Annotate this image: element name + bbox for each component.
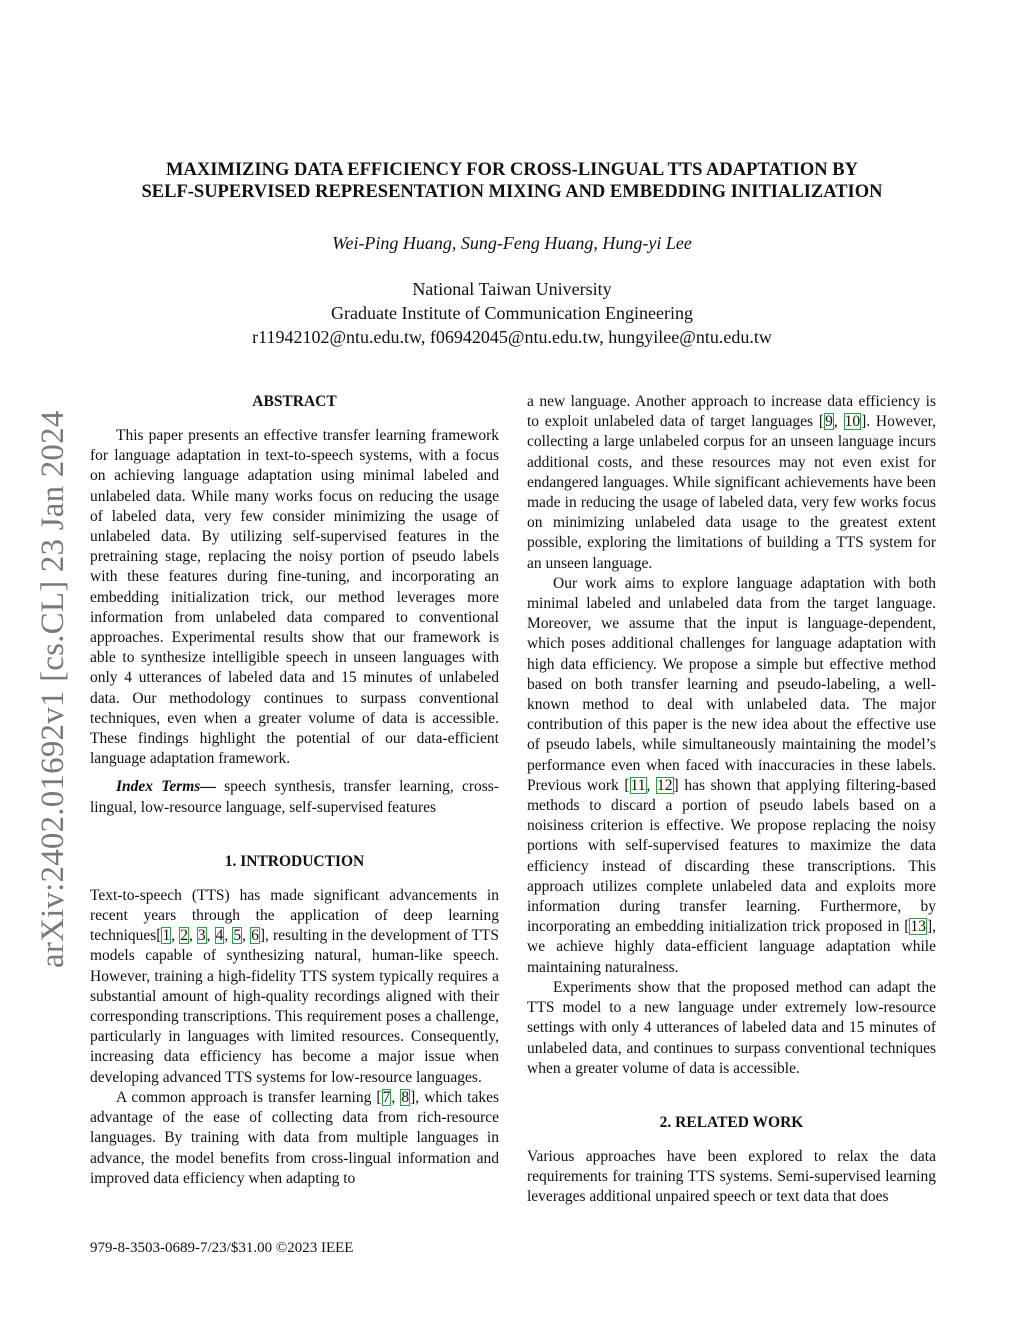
index-terms bbox=[90, 777, 499, 817]
intro-paragraph-2: A common approach is transfer learning [7, 8], which takes advantage of the ease of collecting data from rich-resource languages. By training with data from multiple languages in advance, the model benefits from cross-lingual information and improved data efficiency when adapting to bbox=[90, 1088, 500, 1187]
institute: Graduate Institute of Communication Engineering bbox=[331, 303, 693, 323]
author-list: Wei-Ping Huang, Sung-Feng Huang, Hung-yi Lee bbox=[332, 233, 692, 253]
emails: r11942102@ntu.edu.tw, f06942045@ntu.edu.tw, hungyilee@ntu.edu.tw bbox=[252, 327, 772, 347]
citation-link[interactable]: 10 bbox=[844, 413, 861, 431]
right-column bbox=[527, 392, 936, 1208]
title-line-1: MAXIMIZING DATA EFFICIENCY FOR CROSS-LINGUAL TTS ADAPTATION BY bbox=[166, 160, 858, 180]
left-column bbox=[90, 392, 499, 1189]
title-line-2: SELF-SUPERVISED REPRESENTATION MIXING AND EMBEDDING INITIALIZATION bbox=[141, 182, 883, 202]
citation-link[interactable]: 6 bbox=[251, 927, 259, 945]
index-terms-text: speech synthesis, transfer learning, cross-lingual, low-resource language, self-supervised features bbox=[90, 778, 499, 816]
university: National Taiwan University bbox=[412, 279, 612, 299]
citation-link[interactable]: 1 bbox=[162, 927, 171, 945]
related-paragraph-1: Various approaches have been explored to relax the data requirements for training TTS systems. Semi-supervised learning leverages additional unpaired speech or text data that does bbox=[527, 1147, 936, 1206]
related-work-heading: 2. RELATED WORK bbox=[659, 1113, 804, 1131]
arxiv-identifier bbox=[31, 360, 71, 970]
citation-link[interactable]: 5 bbox=[233, 927, 242, 945]
affiliation bbox=[90, 277, 934, 349]
citation-link[interactable]: 3 bbox=[197, 927, 206, 945]
intro-paragraph-1: Text-to-speech (TTS) has made significant advancements in recent years through the application of deep learning techniques[1, 2, 3, 4, 5, 6], resulting in the development of TTS models capable of synthesizing natural, human-like speech. However, training a high-fidelity TTS system typically requires a substantial amount of high-quality recordings aligned with their corresponding transcriptions. This requirement poses a challenge, particularly in languages with limited resources. Consequently, increasing data efficiency has become a major issue when developing advanced TTS systems for low-resource languages. bbox=[90, 886, 500, 1086]
citation-link[interactable]: 11 bbox=[630, 776, 646, 794]
citation-link[interactable]: 4 bbox=[215, 927, 224, 945]
paper-title bbox=[90, 159, 934, 203]
copyright-footer: 979-8-3503-0689-7/23/$31.00 ©2023 IEEE bbox=[90, 1240, 354, 1256]
intro-paragraph-5: Experiments show that the proposed method can adapt the TTS model to a new language under extremely low-resource settings with only 4 utterances of labeled data and 15 minutes of unlabeled data, and continues to surpass conventional techniques when a greater volume of data is accessible. bbox=[527, 978, 936, 1077]
citation-link[interactable]: 7 bbox=[382, 1088, 391, 1106]
intro-paragraph-4: Our work aims to explore language adaptation with both minimal labeled and unlabeled data from the target language. Moreover, we assume that the input is language-dependent, which poses additional challenges for language adaptation with high data efficiency. We propose a simple but effective method based on both transfer learning and pseudo-labeling, a well-known method to deal with unlabeled data. The major contribution of this paper is the new idea about the effective use of pseudo labels, while simultaneously maintaining the model’s performance even when faced with inaccuracies in these labels. Previous work [11, 12] has shown that applying filtering-based methods to discard a portion of pseudo labels based on a noisiness criterion is effective. We propose replacing the noisy portions with self-supervised features to maximize the data efficiency instead of discarding these transcriptions. This approach utilizes complete unlabeled data and exploits more information during transfer learning. Furthermore, by incorporating an embedding initialization trick proposed in [13], we achieve highly data-efficient language adaptation while maintaining naturalness. bbox=[527, 574, 936, 976]
index-terms-label: Index Terms— bbox=[116, 778, 216, 796]
citation-link[interactable]: 9 bbox=[825, 413, 833, 431]
abstract-text: This paper presents an effective transfer learning framework for language adaptation in text-to-speech systems, with a focus on achieving language adaptation using minimal labeled and unlabeled data. While many works focus on reducing the usage of labeled data, very few consider minimizing the usage of unlabeled data. By utilizing self-supervised features in the pretraining stage, replacing the noisy portion of pseudo labels with these features during fine-tuning, and incorporating an embedding initialization trick, our method leverages more information from unlabeled data compared to conventional approaches. Experimental results show that our framework is able to synthesize intelligible speech in unseen languages with only 4 utterances of labeled data and 15 minutes of unlabeled data. Our methodology continues to surpass conventional techniques, even when a greater volume of data is accessible. These findings highlight the potential of our data-efficient language adaptation framework. bbox=[90, 427, 499, 768]
citation-link[interactable]: 2 bbox=[180, 927, 188, 945]
intro-paragraph-3: a new language. Another approach to increase data efficiency is to exploit unlabeled data of target languages [9, 10]. However, collecting a large unlabeled corpus for an unseen language incurs additional costs, and these resources may not even exist for endangered languages. While significant achievements have been made in reducing the usage of labeled data, very few works focus on minimizing unlabeled data usage to the greatest extent possible, exploring the limitations of building a TTS system for an unseen language. bbox=[527, 393, 936, 572]
arxiv-identifier-text: arXiv:2402.01692v1 [cs.CL] 23 Jan 2024 bbox=[35, 410, 71, 968]
citation-link[interactable]: 13 bbox=[910, 918, 926, 936]
citation-link[interactable]: 8 bbox=[401, 1088, 410, 1106]
introduction-heading: 1. INTRODUCTION bbox=[224, 852, 365, 870]
abstract-heading: ABSTRACT bbox=[252, 393, 337, 410]
citation-link[interactable]: 12 bbox=[657, 776, 673, 794]
